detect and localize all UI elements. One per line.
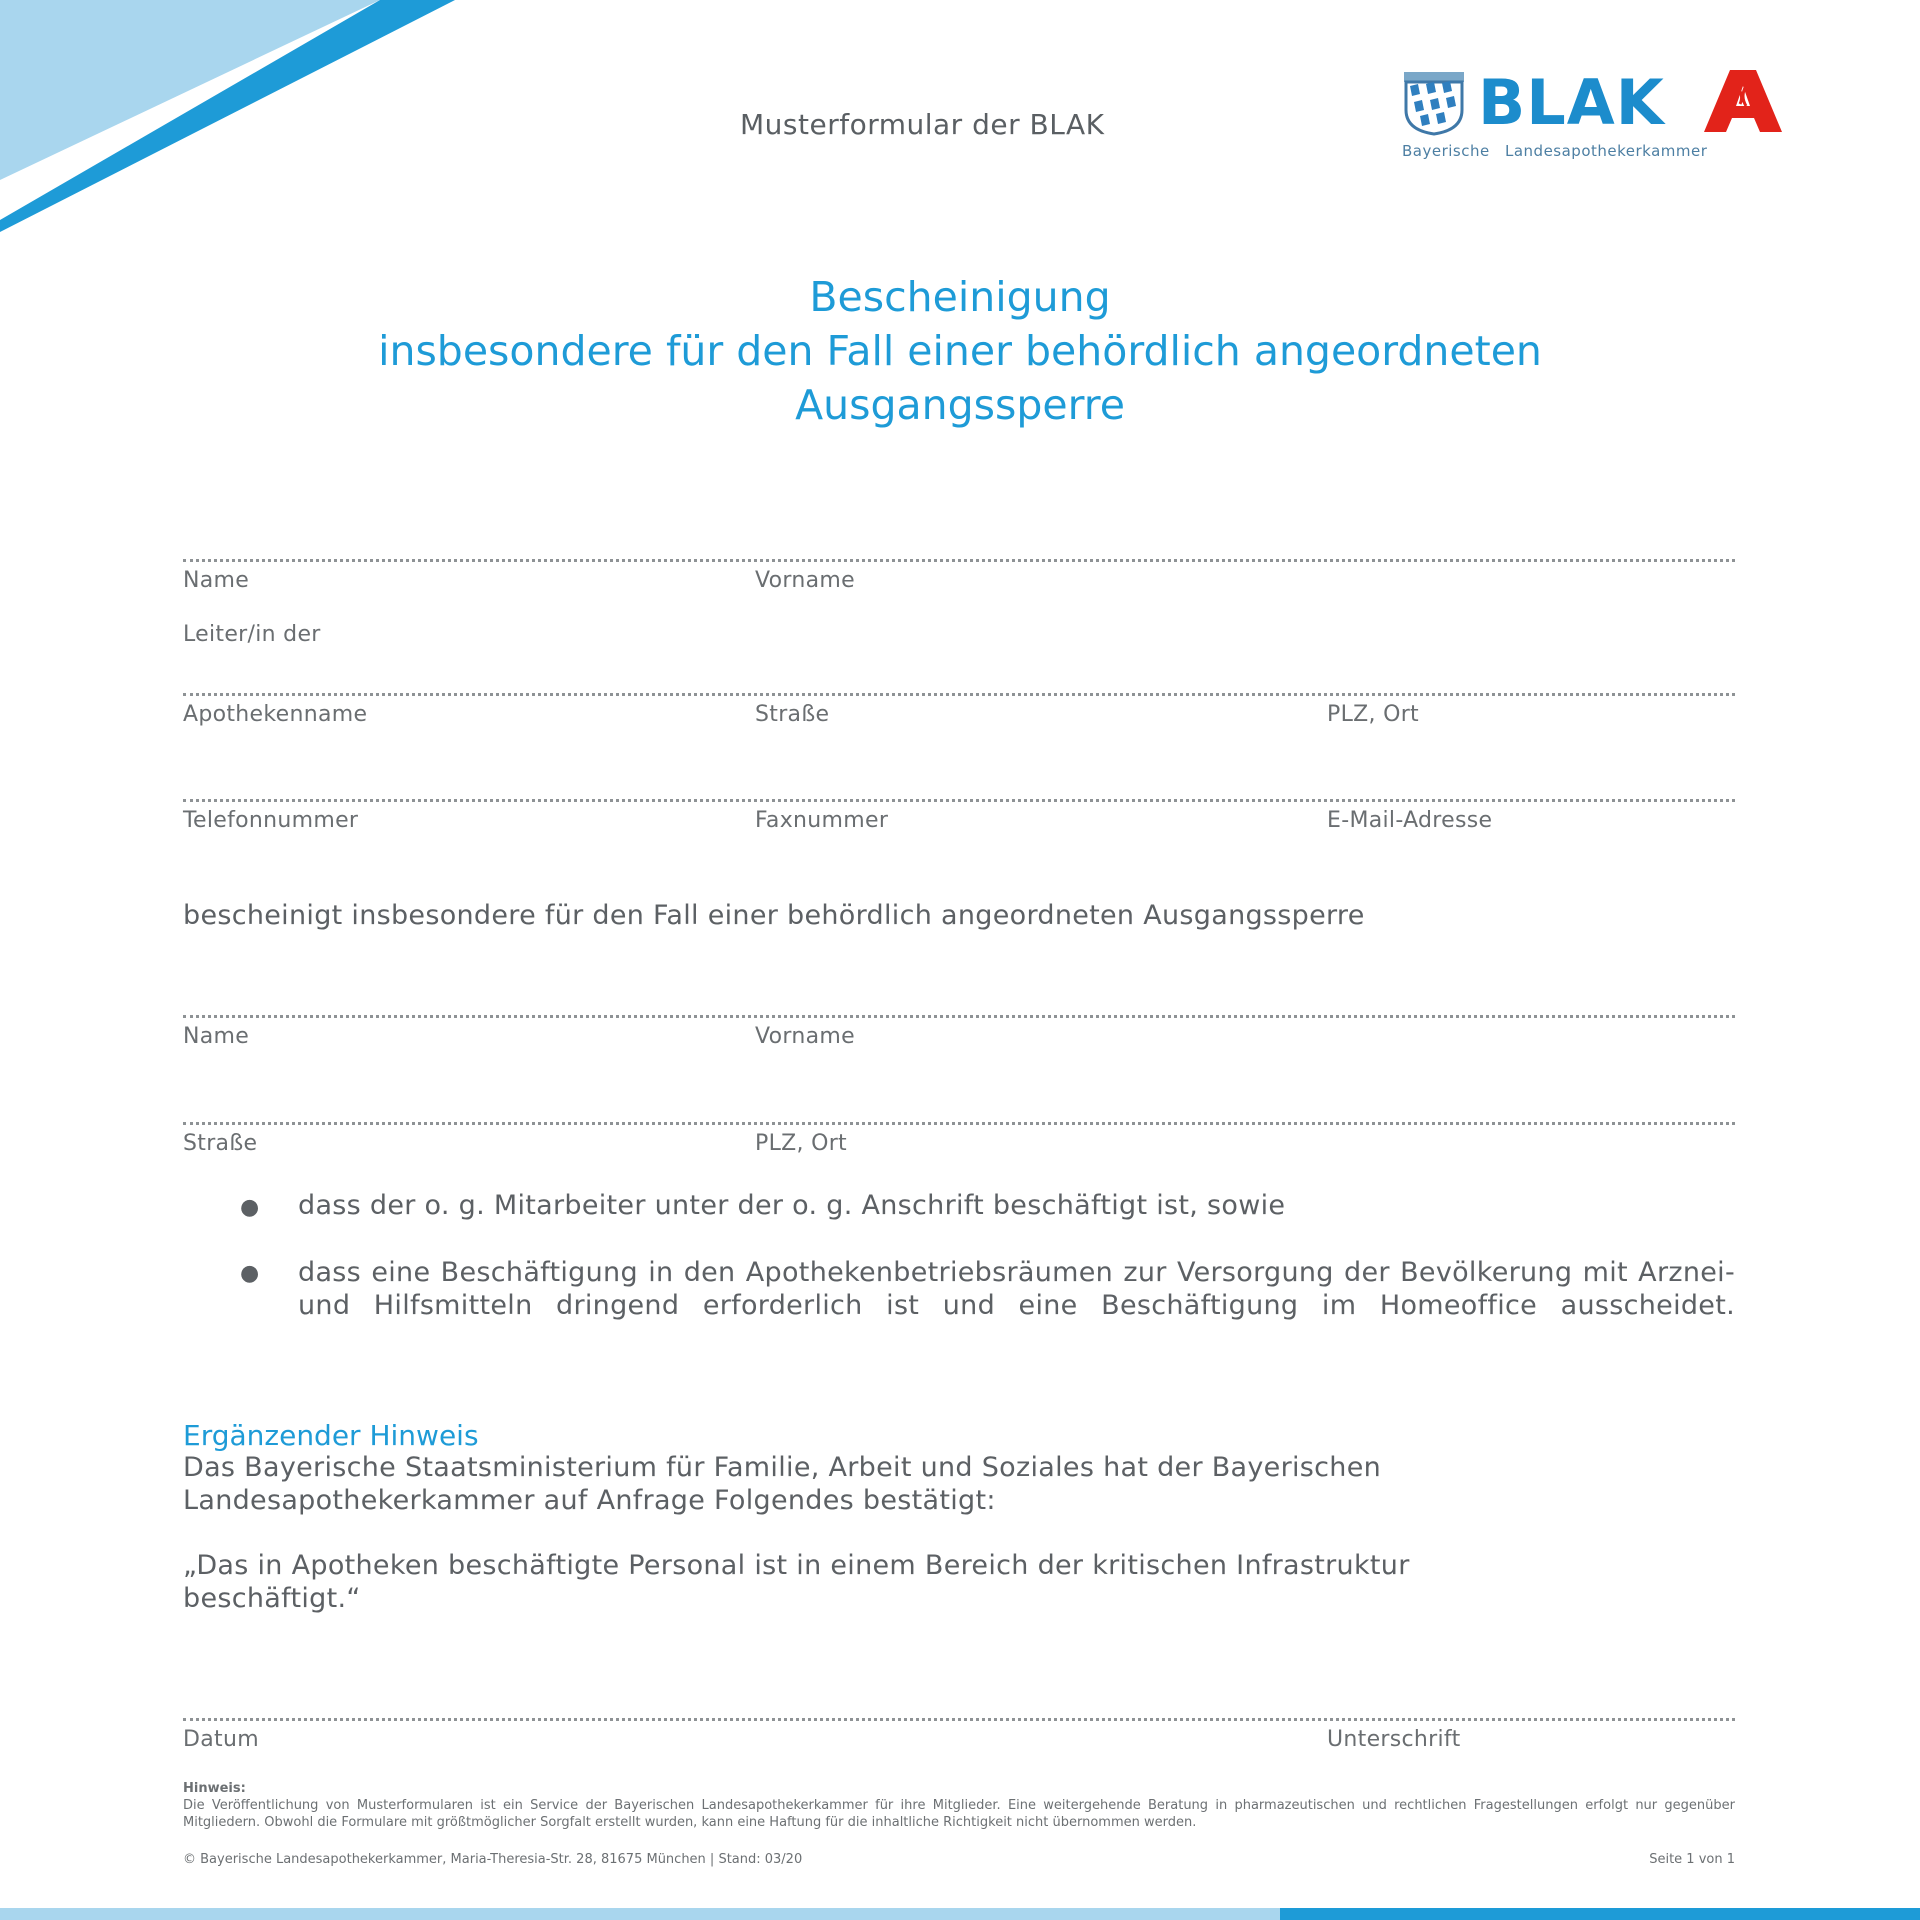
footer-hinweis-label: Hinweis:: [183, 1781, 246, 1796]
footer-hinweis-text: Die Veröffentlichung von Musterformularen ist ein Service der Bayerischen Landesapothekerkammer für ihre Mitglieder. Eine weitergehende Beratung in pharmazeutischen und rechtlichen Fragestellungen erfolgt nur gegenüber Mitgliedern. Obwohl die Formulare mit größtmöglicher Sorgfalt erstellt wurden, kann eine Haftung für die inhaltliche Richtigkeit nicht übernommen werden.: [183, 1798, 1735, 1830]
strasse-label: Straße: [755, 702, 830, 727]
document-subtitle-line2: Ausgangssperre: [795, 381, 1125, 429]
field-line: [183, 799, 1735, 802]
document-subtitle-line1: insbesondere für den Fall einer behördlich angeordneten: [378, 327, 1542, 375]
field-line: [183, 1122, 1735, 1125]
plz-ort-label: PLZ, Ort: [1327, 702, 1419, 727]
footer-copyright: © Bayerische Landesapothekerkammer, Maria-Theresia-Str. 28, 81675 München | Stand: 03/20: [183, 1852, 803, 1867]
vorname-label: Vorname: [755, 568, 855, 593]
field-line: [183, 693, 1735, 696]
logo-subtitle: Bayerische Landesapothekerkammer: [1402, 142, 1708, 160]
hint-title: Ergänzender Hinweis: [183, 1419, 479, 1452]
corner-decoration: [0, 0, 460, 240]
bullet-item: dass eine Beschäftigung in den Apothekenbetriebsräumen zur Versorgung der Bevölkerung mit Arznei- und Hilfsmitteln dringend erforderlich ist und eine Beschäftigung im Homeoffice ausscheidet.: [298, 1257, 1735, 1321]
fax-label: Faxnummer: [755, 808, 889, 833]
document-title: Bescheinigung: [809, 273, 1111, 321]
bullet-item: dass der o. g. Mitarbeiter unter der o. g. Anschrift beschäftigt ist, sowie: [298, 1190, 1286, 1221]
name-label: Name: [183, 568, 250, 593]
statement-text: bescheinigt insbesondere für den Fall einer behördlich angeordneten Ausgangssperre: [183, 900, 1365, 931]
leiter-label: Leiter/in der: [183, 622, 321, 647]
header-title: Musterformular der BLAK: [740, 108, 1105, 141]
apothekenname-label: Apothekenname: [183, 702, 368, 727]
page-number: Seite 1 von 1: [1649, 1852, 1735, 1867]
employee-vorname-label: Vorname: [755, 1024, 855, 1049]
hint-quote-line2: beschäftigt.“: [183, 1583, 361, 1614]
datum-label: Datum: [183, 1727, 259, 1752]
employee-strasse-label: Straße: [183, 1131, 258, 1156]
field-line: [183, 1015, 1735, 1018]
apotheke-a-icon: [1700, 68, 1784, 134]
logo-wordmark: BLAK: [1478, 66, 1665, 139]
hint-text-line2: Landesapothekerkammer auf Anfrage Folgendes bestätigt:: [183, 1485, 996, 1516]
telefon-label: Telefonnummer: [183, 808, 359, 833]
bullet-icon: ●: [240, 1195, 260, 1220]
bavarian-coat-of-arms-icon: [1402, 70, 1466, 136]
signature-line: [183, 1718, 1735, 1721]
employee-name-label: Name: [183, 1024, 250, 1049]
hint-text-line1: Das Bayerische Staatsministerium für Familie, Arbeit und Soziales hat der Bayerischen: [183, 1452, 1382, 1483]
unterschrift-label: Unterschrift: [1327, 1727, 1461, 1752]
field-line: [183, 559, 1735, 562]
employee-plz-ort-label: PLZ, Ort: [755, 1131, 847, 1156]
bullet-icon: ●: [240, 1261, 260, 1286]
email-label: E-Mail-Adresse: [1327, 808, 1493, 833]
hint-quote-line1: „Das in Apotheken beschäftigte Personal ist in einem Bereich der kritischen Infrastruktur: [183, 1550, 1410, 1581]
bottom-bar-accent: [1280, 1908, 1920, 1920]
